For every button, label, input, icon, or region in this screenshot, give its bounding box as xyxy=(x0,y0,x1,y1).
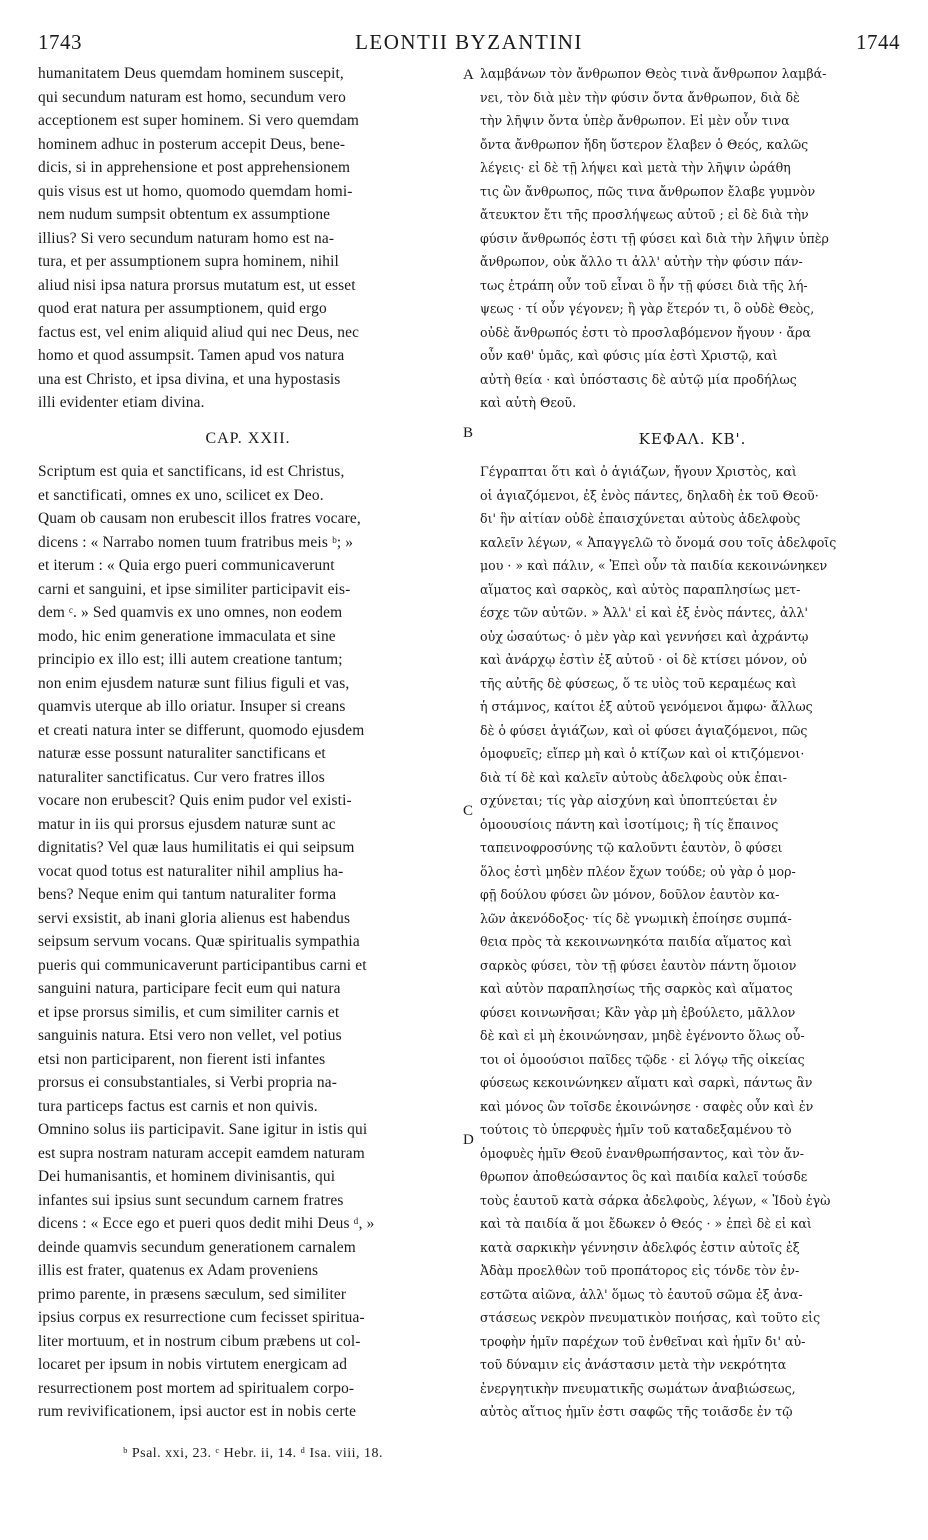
margin-letter-b: B xyxy=(463,425,474,441)
text-line: servi exsistit, ab inani gloria alienus est habendus xyxy=(38,909,351,927)
footnotes: ᵇ Psal. xxi, 23. ᶜ Hebr. ii, 14. ᵈ Isa. viii, 18. xyxy=(123,1446,383,1461)
text-line: Ἀδὰμ προελθὼν τοῦ προπάτορος εἰς τόνδε τὸν ἐν- xyxy=(480,1263,800,1278)
text-line: dicens : « Ecce ego et pueri quos dedit mihi Deus ᵈ, » xyxy=(38,1215,375,1232)
text-line: modo, hic enim generatione immaculata et sine xyxy=(38,627,336,645)
text-line: θρωπον ἀποθεώσαντος ὃς καὶ παιδία καλεῖ τούσδε xyxy=(480,1169,808,1184)
text-line: τοῦ δύναμιν εἰς ἀνάστασιν μετὰ τὴν νεκρότητα xyxy=(480,1357,787,1372)
running-title: LEONTII BYZANTINI xyxy=(355,30,583,54)
text-line: δὲ ὁ φύσει ἁγιάζων, καὶ οἱ φύσει ἁγιαζόμενοι, πῶς xyxy=(480,722,808,738)
text-line: δὲ καὶ εἰ μὴ ἐκοινώνησαν, μηδὲ ἐγένοντο ὅλως οὗ- xyxy=(480,1028,805,1043)
text-line: μου · » καὶ πάλιν, « Ἐπεὶ οὖν τὰ παιδία κεκοινώνηκεν xyxy=(480,558,828,573)
text-line: λαμβάνων τὸν ἄνθρωπον Θεὸς τινὰ ἄνθρωπον λαμβά- xyxy=(480,66,827,81)
text-line: sanguini natura, participare fecit eum qui natura xyxy=(38,980,341,997)
latin-column-main xyxy=(38,460,458,1424)
text-line: φύσιν ἄνθρωπός ἐστι τῇ φύσει καὶ διὰ τὴν λῆψιν ὑπὲρ xyxy=(480,230,829,246)
text-line: factus est, vel enim aliquid aliud qui nec Deus, nec xyxy=(38,323,360,341)
text-line: λέγεις· εἰ δὲ τῇ λήψει καὶ μετὰ τὴν λῆψιν ὠράθη xyxy=(480,160,791,175)
text-line: dignitatis? Vel quæ laus humilitatis ei qui seipsum xyxy=(38,839,355,856)
margin-letter-a: A xyxy=(463,67,474,83)
text-line: Γέγραπται ὅτι καὶ ὁ ἁγιάζων, ἤγουν Χριστὸς, καὶ xyxy=(480,464,797,479)
text-line: ὅλος ἐστὶ μηδὲν πλέον ἔχων τούδε; οὐ γὰρ ὁ μορ- xyxy=(480,863,796,879)
text-line: resurrectionem post mortem ad spiritualem corpo- xyxy=(38,1379,355,1397)
text-line: et creati natura inter se differunt, quomodo ejusdem xyxy=(38,721,365,739)
text-line: nem nudum sumpsit obtentum ex assumptione xyxy=(38,206,331,223)
text-line: principio ex illo est; illi autem creatione tantum; xyxy=(38,651,343,668)
text-line: σαρκὸς φύσει, τὸν τῇ φύσει ἑαυτὸν πάντη ὅμοιον xyxy=(480,957,797,973)
text-line: Dei humanisantis, et hominem divinisantis, qui xyxy=(38,1168,336,1185)
text-line: sanguinis natura. Etsi vero non vellet, vel potius xyxy=(38,1027,342,1044)
text-line: est supra nostram naturam accepit eamdem naturam xyxy=(38,1144,365,1162)
text-line: locaret per ipsum in nobis virtutem energicam ad xyxy=(38,1356,348,1373)
text-line: ὁμοφυὲς ἡμῖν Θεοῦ ἐνανθρωπήσαντος, καὶ τὸν ἄν- xyxy=(480,1145,805,1161)
text-line: carni et sanguini, et ipse similiter participavit eis- xyxy=(38,580,351,598)
text-line: αὐτὴ θεία · καὶ ὑπόστασις δὲ αὐτῷ μία προδήλως xyxy=(480,371,797,387)
margin-letter-d: D xyxy=(463,1132,474,1148)
page-header xyxy=(38,30,900,64)
text-line: seipsum servum vocans. Quæ spiritualis sympathia xyxy=(38,933,360,950)
text-line: ταπεινοφροσύνης τῷ καλοῦντι ἑαυτὸν, ὃ φύσει xyxy=(480,840,783,855)
margin-letter-c: C xyxy=(463,803,474,819)
text-line: αἵματος καὶ σαρκὸς, καὶ αὐτὸς παραπλησίως μετ- xyxy=(480,581,801,597)
text-line: acceptionem est super hominem. Si vero quemdam xyxy=(38,112,360,129)
text-line: ipsius corpus ex resurrectione cum fecisset spiritua- xyxy=(38,1309,365,1326)
text-line: ἡ στάμνος, καίτοι ἐξ αὐτοῦ γενόμενοι ἄμφω· ἄλλως xyxy=(480,699,813,714)
text-line: illis est frater, quatenus ex Adam proveniens xyxy=(38,1262,319,1279)
text-line: illius? Si vero secundum naturam homo est na- xyxy=(38,229,335,247)
text-line: φύσει κοινωνῆσαι; Κἂν γὰρ μὴ ἐβούλετο, μᾶλλον xyxy=(480,1004,796,1020)
text-line: διὰ τί δὲ καὶ καλεῖν αὐτοὺς ἀδελφοὺς οὐκ ἐπαι- xyxy=(480,769,788,785)
text-line: οὐδὲ ἄνθρωπός ἐστι τὸ προσλαβόμενον ἤγουν · ἄρα xyxy=(480,324,811,340)
text-line: quod erat natura per assumptionem, quid ergo xyxy=(38,300,327,317)
text-line: καὶ μόνος ὢν τοῖσδε ἐκοινώνησε · σαφὲς οὖν καὶ ἐν xyxy=(480,1098,814,1114)
text-line: vocat quod totus est naturaliter nihil amplius ha- xyxy=(38,862,344,880)
text-line: σχύνεται; τίς γὰρ αἰσχύνη καὶ ὑποπτεύεται ἐν xyxy=(480,793,778,808)
text-line: et ipse prorsus similis, et cum similiter carnis et xyxy=(38,1003,340,1021)
text-line: οὐχ ὡσαύτως· ὁ μὲν γὰρ καὶ γεννήσει καὶ ἀχράντῳ xyxy=(480,628,809,644)
text-line: ἄνθρωπον, οὐκ ἄλλο τι ἀλλ' αὐτὴν τὴν φύσιν πάν- xyxy=(480,254,803,269)
text-line: καὶ αὐτὸν παραπλησίως τῆς σαρκὸς καὶ αἵματος xyxy=(480,981,793,996)
text-line: bens? Neque enim qui tantum naturaliter forma xyxy=(38,886,337,903)
text-line: τοι οἱ ὁμοούσιοι παῖδες τῷδε · εἰ λόγῳ τῆς οἰκείας xyxy=(480,1051,805,1067)
text-line: τως ἐτράπη οὖν τοῦ εἶναι ὃ ἦν τῇ φύσει διὰ τῆς λή- xyxy=(480,277,808,293)
text-line: φύσεως κεκοινώνηκεν αἵματι καὶ σαρκὶ, πάντως ἂν xyxy=(480,1075,813,1090)
chapter-heading-latin: CAP. XXII. xyxy=(205,430,291,447)
text-line: naturæ esse possunt naturaliter sanctificans et xyxy=(38,745,326,762)
page-number-right: 1744 xyxy=(856,30,900,54)
text-line: rum revivificationem, ipsi auctor est in nobis certe xyxy=(38,1403,357,1420)
text-line: ὄντα ἄνθρωπον ἤδη ὕστερον ἔλαβεν ὁ Θεός, καλῶς xyxy=(480,136,809,152)
text-line: κατὰ σαρκικὴν γέννησιν ἀδελφός ἐστιν αὐτοῖς ἐξ xyxy=(480,1239,800,1255)
chapter-heading-greek: ΚΕΦΑΛ. ΚΒ'. xyxy=(638,430,747,448)
text-line: καλεῖν λέγων, « Ἀπαγγελῶ τὸ ὄνομά σου τοῖς ἀδελφοῖς xyxy=(480,534,837,550)
greek-column-main xyxy=(480,460,905,1424)
text-line: τὴν λῆψιν ὄντα ὑπὲρ ἄνθρωπον. Εἰ μὲν οὖν τινα xyxy=(480,113,790,128)
text-line: quis visus est ut homo, quomodo quemdam homi- xyxy=(38,182,353,200)
text-line: illi evidenter etiam divina. xyxy=(38,394,205,411)
text-line: οὖν καθ' ὑμᾶς, καὶ φύσις μία ἐστὶ Χριστῷ, καὶ xyxy=(480,348,778,363)
text-line: primo parente, in præsens sæculum, sed similiter xyxy=(38,1285,347,1303)
text-line: et iterum : « Quia ergo pueri communicaverunt xyxy=(38,557,335,574)
text-line: φῇ δούλου φύσει ὢν μόνον, δοῦλον ἑαυτὸν κα- xyxy=(480,887,780,902)
text-line: οἱ ἁγιαζόμενοι, ἐξ ἑνὸς πάντες, δηλαδὴ ἐκ τοῦ Θεοῦ· xyxy=(480,487,819,503)
text-line: Scriptum est quia et sanctificans, id est Christus, xyxy=(38,463,345,480)
text-line: dicis, si in apprehensione et post apprehensionem xyxy=(38,159,351,176)
text-line: Quam ob causam non erubescit illos fratres vocare, xyxy=(38,510,361,527)
text-line: tura, et per assumptionem supra hominem, nihil xyxy=(38,253,339,270)
text-line: et sanctificati, omnes ex uno, scilicet ex Deo. xyxy=(38,486,324,504)
text-line: τούτοις τὸ ὑπερφυὲς ἡμῖν τοῦ καταδεξαμένου τὸ xyxy=(480,1122,792,1137)
text-line: ὁμοουσίοις πάντη καὶ ἰσοτίμοις; ἢ τίς ἔπαινος xyxy=(480,816,779,832)
text-line: ψεως · τί οὖν γέγονεν; ἢ γὰρ ἕτερόν τι, ὃ οὐδὲ Θεὸς, xyxy=(480,301,815,316)
text-line: έσχε τῶν αὐτῶν. » Ἀλλ' εἰ καὶ ἐξ ἑνὸς πάντες, ἀλλ' xyxy=(480,605,808,620)
text-line: hominem adhuc in posterum accepit Deus, bene- xyxy=(38,135,346,153)
text-line: dem ᶜ. » Sed quamvis ex uno omnes, non eodem xyxy=(38,604,343,621)
text-line: δι' ἣν αἰτίαν οὐδὲ ἐπαισχύνεται αὐτοὺς ἀδελφοὺς xyxy=(480,511,801,526)
text-line: τοὺς ἑαυτοῦ κατὰ σάρκα ἀδελφοὺς, λέγων, « Ἰδοὺ ἐγὼ xyxy=(480,1192,831,1208)
text-line: θεια πρὸς τὰ κεκοινωνηκότα παιδία αἵματος καὶ xyxy=(480,934,792,949)
text-line: τῆς αὐτῆς δὲ φύσεως, ὅ τε υἱὸς τοῦ κεραμέως καὶ xyxy=(480,675,797,691)
text-line: εστῶτα αἰῶνα, ἀλλ' ὅμως τὸ ἑαυτοῦ σῶμα ἐξ ἀνα- xyxy=(480,1286,803,1302)
text-line: homo et quod assumpsit. Tamen apud vos natura xyxy=(38,347,345,364)
text-line: liter mortuum, et in nostrum cibum præbens ut col- xyxy=(38,1332,361,1350)
text-line: matur in iis qui prorsus ejusdem naturæ sunt ac xyxy=(38,815,336,833)
text-line: vocare non erubescit? Quis enim pudor vel existi- xyxy=(38,792,352,809)
text-line: infantes sui ipsius sunt secundum carnem fratres xyxy=(38,1191,344,1209)
text-line: una est Christo, et ipsa divina, et una hypostasis xyxy=(38,370,341,388)
text-line: λῶν ἀκενόδοξος· τίς δὲ γνωμικὴ ἐποίησε συμπά- xyxy=(480,910,792,926)
text-line: καὶ τὰ παιδία ἅ μοι ἔδωκεν ὁ Θεός · » ἐπεὶ δὲ εἰ καὶ xyxy=(480,1216,812,1231)
text-line: στάσεως νεκρὸν πνευματικὸν ποιήσας, καὶ τοῦτο εἰς xyxy=(480,1310,821,1325)
text-line: deinde quamvis secundum generationem carnalem xyxy=(38,1238,356,1256)
text-line: qui secundum naturam est homo, secundum vero xyxy=(38,88,346,106)
text-line: αὐτὸς αἴτιος ἡμῖν ἐστι σαφῶς τῆς τοιᾶσδε ἐν τῷ xyxy=(480,1404,793,1419)
text-line: humanitatem Deus quemdam hominem suscepit, xyxy=(38,65,344,82)
text-line: Omnino solus iis participavit. Sane igitur in istis qui xyxy=(38,1121,368,1138)
latin-column-top xyxy=(38,62,458,415)
text-line: quamvis uterque ab illo oriatur. Insuper si creans xyxy=(38,698,346,715)
text-line: ὁμοφυεῖς; εἴπερ μὴ καὶ ὁ κτίζων καὶ οἱ κτιζόμενοι· xyxy=(480,746,805,761)
text-line: pueris qui communicaverunt participantibus carni et xyxy=(38,956,367,974)
text-line: καὶ ἀνάρχῳ ἐστὶν ἐξ αὐτοῦ · οἱ δὲ κτίσει μόνον, οὐ xyxy=(480,652,807,667)
text-line: aliud nisi ipsa natura prorsus mutatum est, ut esset xyxy=(38,276,356,294)
text-line: prorsus ei consubstantiales, si Verbi propria na- xyxy=(38,1074,337,1091)
text-line: etsi non participarent, non fierent isti infantes xyxy=(38,1050,326,1068)
page-number-left: 1743 xyxy=(38,30,82,54)
text-line: non enim ejusdem naturæ sunt filius figuli et vas, xyxy=(38,674,350,692)
text-line: τις ὢν ἄνθρωπος, πῶς τινα ἄνθρωπον ἔλαβε γυμνὸν xyxy=(480,183,816,199)
text-line: tura particeps factus est carnis et non quivis. xyxy=(38,1097,318,1115)
text-line: naturaliter sanctificatus. Cur vero fratres illos xyxy=(38,768,325,786)
text-line: ἐνεργητικὴν πνευματικῆς σωμάτων ἀναβιώσεως, xyxy=(480,1380,796,1396)
text-line: νει, τὸν διὰ μὲν τὴν φύσιν ὄντα ἄνθρωπον, διὰ δὲ xyxy=(480,89,800,105)
greek-column-top xyxy=(480,62,905,415)
text-line: dicens : « Narrabo nomen tuum fratribus meis ᵇ; » xyxy=(38,533,354,551)
text-line: τροφὴν ἡμῖν παρέχων τοῦ ἐνθεῖναι καὶ ἡμῖν δι' αὐ- xyxy=(480,1333,806,1349)
text-line: καὶ αὐτὴ Θεοῦ. xyxy=(480,395,577,410)
text-line: ἄτευκτον ἔτι τῆς προσλήψεως αὐτοῦ ; εἰ δὲ διὰ τὴν xyxy=(480,207,809,222)
